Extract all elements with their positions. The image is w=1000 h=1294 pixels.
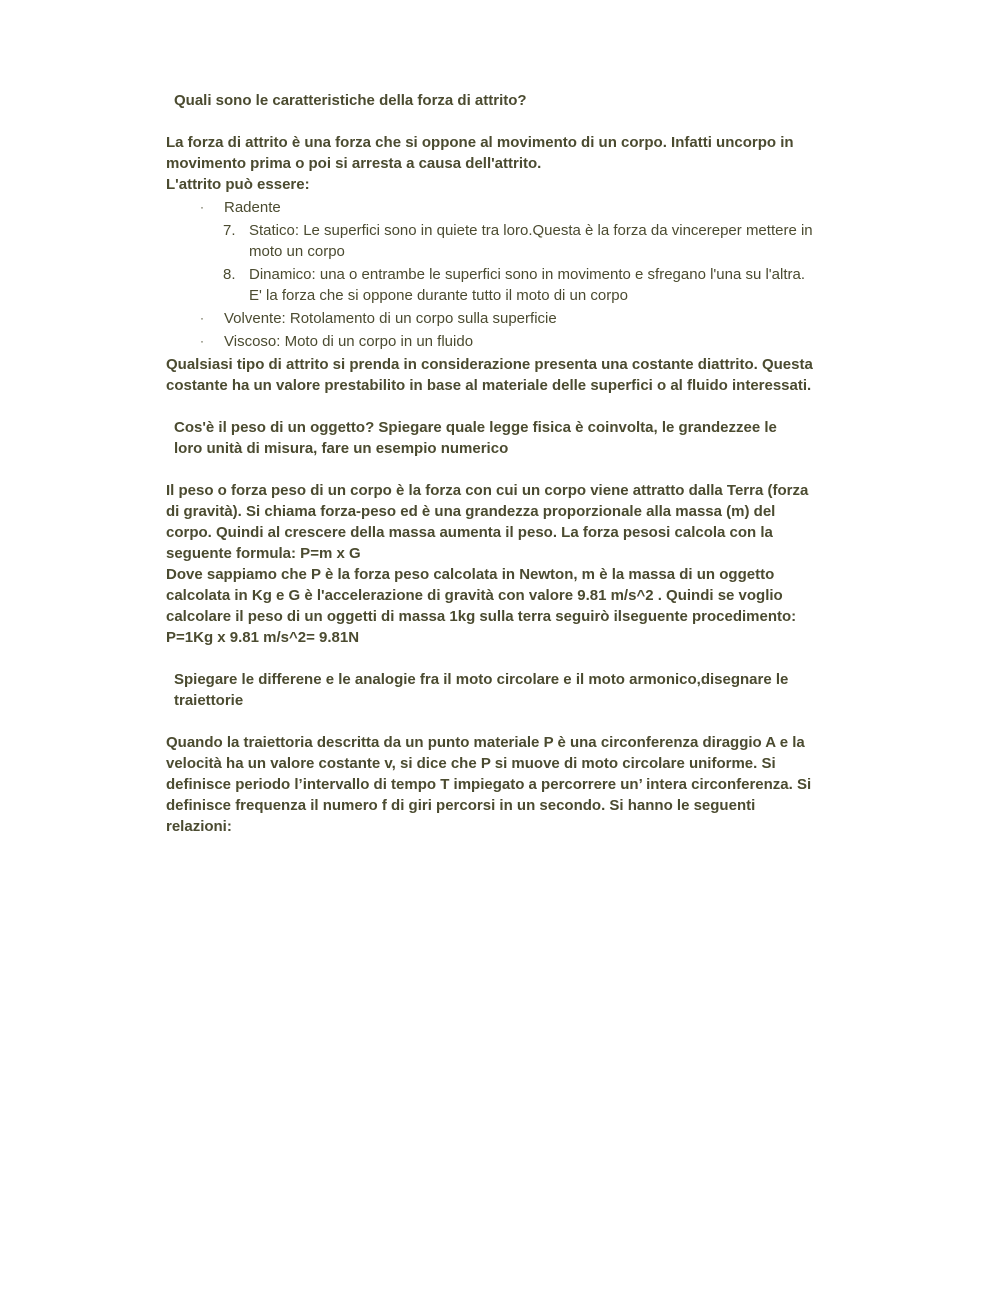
spacer — [166, 396, 816, 417]
motion-answer: Quando la traiettoria descritta da un punto materiale P è una circonferenza diraggio A e la velocità ha un valore costante v, si dice che P si muove di moto circolare uniforme. Si definisce periodo l’intervallo di tempo T impiegato a percorrere un’ intera circonferenza. Si definisce frequenza il numero f di giri percorsi in un secondo. Si hanno le seguenti relazioni: — [166, 734, 812, 835]
question-friction: Quali sono le caratteristiche della forza di attrito? — [174, 92, 527, 109]
friction-subtype-text: Dinamico: una o entrambe le superfici sono in movimento e sfregano l'una su l'altra. E' la forza che si oppone durante tutto il moto di un corpo — [249, 266, 806, 304]
bullet-marker: · — [200, 334, 204, 348]
list-item — [166, 264, 816, 306]
friction-subtypes-list — [166, 220, 816, 306]
friction-types-list — [166, 197, 816, 218]
weight-answer-p1: Il peso o forza peso di un corpo è la forza con cui un corpo viene attratto dalla Terra (forza di gravità). Si chiama forza-peso ed è una grandezza proporzionale alla massa (m) del corpo. Quindi al crescere della massa aumenta il peso. La forza pesosi calcola con la seguente formula: P=m x G — [166, 482, 809, 562]
question-motion: Spiegare le differene e le analogie fra il moto circolare e il moto armonico,disegnare le traiettorie — [174, 671, 789, 709]
friction-intro: La forza di attrito è una forza che si oppone al movimento di un corpo. Infatti uncorpo in movimento prima o poi si arresta a causa dell'attrito. — [166, 134, 794, 172]
friction-type-label: Volvente: Rotolamento di un corpo sulla superficie — [224, 310, 557, 327]
question-weight: Cos'è il peso di un oggetto? Spiegare quale legge fisica è coinvolta, le grandezzee le loro unità di misura, fare un esempio numerico — [174, 419, 777, 457]
weight-answer-p2: Dove sappiamo che P è la forza peso calcolata in Newton, m è la massa di un oggetto calcolata in Kg e G è l'accelerazione di gravità con valore 9.81 m/s^2 . Quindi se voglio calcolare il peso di un oggetti di massa 1kg sulla terra seguirò ilseguente procedimento: P=1Kg x 9.81 m/s^2= 9.81N — [166, 566, 797, 646]
list-item — [166, 331, 816, 352]
friction-types-list-continued — [166, 308, 816, 352]
friction-types-label: L'attrito può essere: — [166, 176, 310, 193]
document-page — [166, 90, 816, 837]
list-item — [166, 197, 816, 218]
friction-conclusion: Qualsiasi tipo di attrito si prenda in considerazione presenta una costante diattrito. Questa costante ha un valore prestabilito in base al materiale delle superfici o al fluido interessati. — [166, 356, 813, 394]
friction-subtype-text: Statico: Le superfici sono in quiete tra loro.Questa è la forza da vincereper mettere in moto un corpo — [249, 222, 813, 260]
bullet-marker: · — [200, 200, 204, 214]
spacer — [166, 648, 816, 669]
friction-type-label: Radente — [224, 199, 281, 216]
list-number: 8. — [223, 266, 236, 283]
list-number: 7. — [223, 222, 236, 239]
list-item — [166, 220, 816, 262]
friction-type-label: Viscoso: Moto di un corpo in un fluido — [224, 333, 474, 350]
bullet-marker: · — [200, 311, 204, 325]
list-item — [166, 308, 816, 329]
